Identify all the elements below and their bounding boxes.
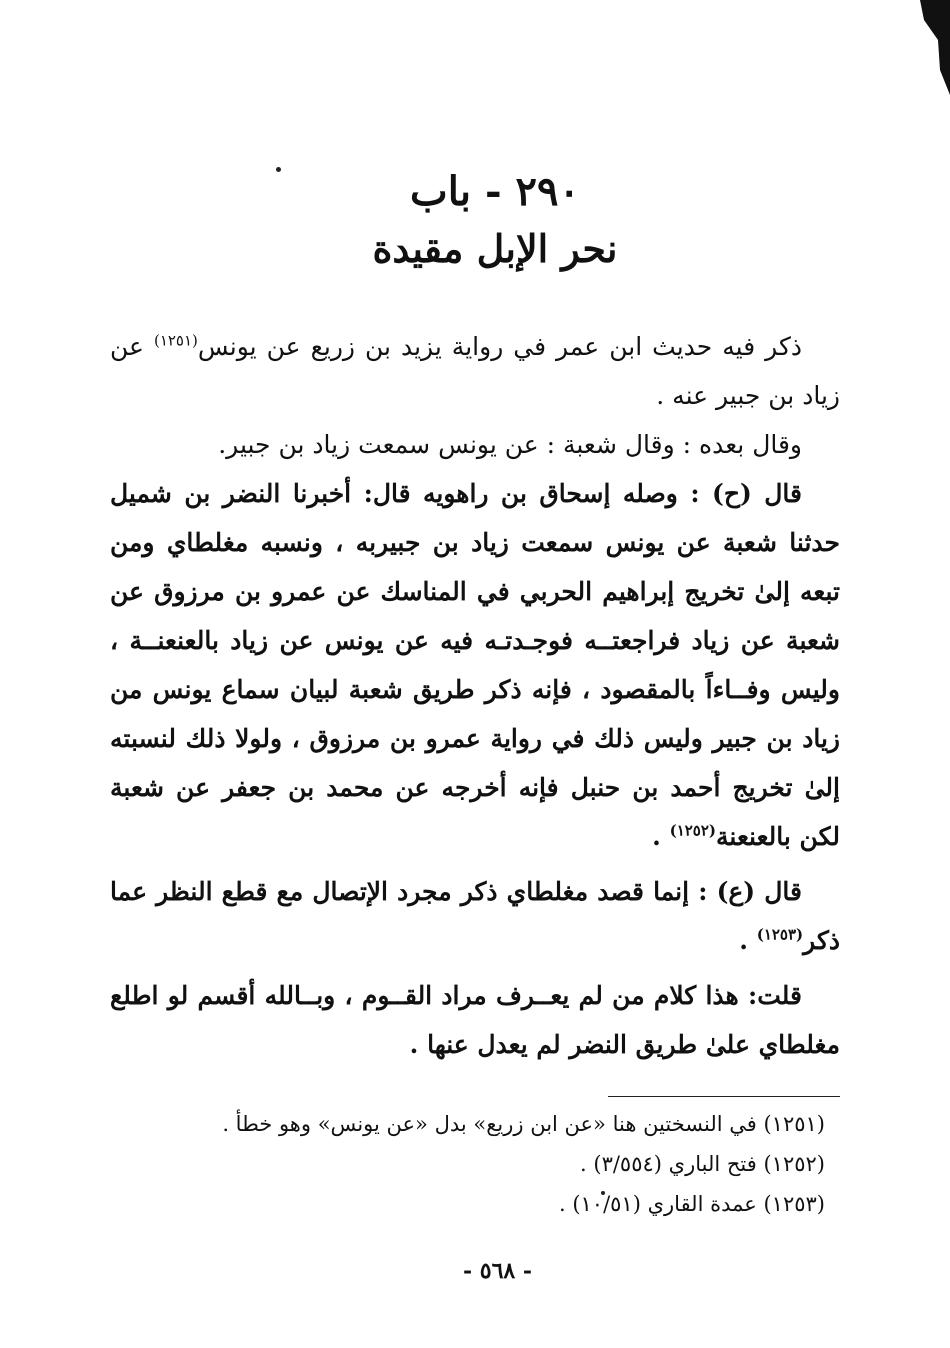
paragraph-1-text: ذكر فيه حديث ابن عمر في رواية يزيد بن زريع عن يونس [197,332,802,361]
footnotes [125,1104,825,1224]
paragraph-2: وقال بعده : وقال شعبة : عن يونس سمعت زياد بن جبير. [218,430,802,459]
main-text [110,322,840,1069]
paragraph-4-text: قال (ع) : إنما قصد مغلطاي ذكر مجرد الإتصال مع قطع النظر عما ذكر [110,877,840,955]
footnote-1253: (١٢٥٣) عمدة القاري (١٠/٥١) . [558,1192,825,1216]
footnote-divider [608,1096,840,1097]
chapter-number: ٢٩٠ - باب [410,168,580,215]
paragraph-1 [110,322,840,420]
footnote-ref-1251: (١٢٥١) [153,331,198,350]
paragraph-5: قلت: هذا كلام من لم يعــرف مراد القــوم ، وبــالله أقسم لو اطلع مغلطاي علىٰ طريق النضر لم يعدل عنها . [110,981,840,1059]
footnote-ref-1253: (١٢٥٣) [756,925,804,944]
chapter-title: نحر الإبل مقيدة [372,226,618,271]
paragraph-4 [110,867,840,965]
footnote-1252: (١٢٥٢) فتح الباري (٣/٥٥٤) . [580,1152,825,1176]
page-edge-mark [910,0,950,95]
paragraph-1-end: عن زياد بن جبير عنه . [110,332,840,410]
page-number: - ٥٦٨ - [462,1258,533,1284]
footnote-ref-1252: (١٢٥٢) [669,821,717,840]
paragraph-3 [110,469,840,861]
paragraph-4-end: . [739,926,757,955]
paragraph-3-end: . [652,822,670,851]
footnote-1251: (١٢٥١) في النسختين هنا «عن ابن زريع» بدل «عن يونس» وهو خطأ . [222,1112,825,1136]
paragraph-3-text: قال (ح) : وصله إسحاق بن راهويه قال: أخبرنا النضر بن شميل حدثنا شعبة عن يونس سمعت زياد بن جبيربه ، ونسبه مغلطاي ومن تبعه إلىٰ تخريج إبراهيم الحربي في المناسك عن عمرو بن مرزوق عن شعبة عن زياد فراجعتــه فوجـدتـه فيه عن يونس عن زياد بالعنعنــة ، وليس وفــاءاً بالمقصود ، فإنه ذكر طريق شعبة لبيان سماع يونس من زياد بن جبير وليس ذلك في رواية عمرو بن مرزوق ، ولولا ذلك لنسبته إلىٰ تخريج أحمد بن حنبل فإنه أخرجه عن محمد بن جعفر عن شعبة لكن بالعنعنة [110,479,840,851]
